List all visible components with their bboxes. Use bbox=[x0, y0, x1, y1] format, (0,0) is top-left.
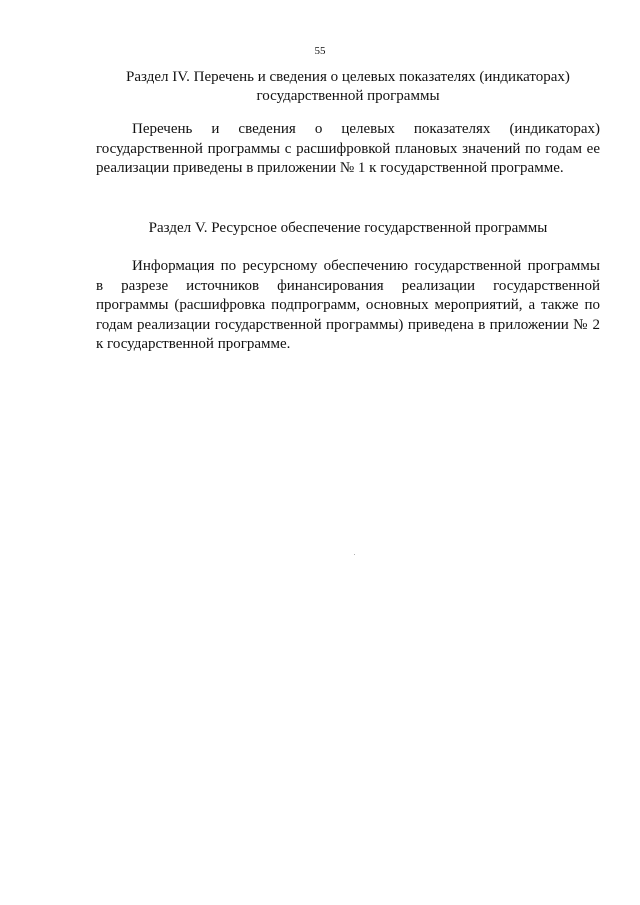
section-4-heading bbox=[96, 68, 600, 106]
section-4-paragraph bbox=[96, 120, 600, 179]
section-5-paragraph-line-5: к государственной программе. bbox=[96, 336, 291, 352]
section-5-paragraph-line-2: в разрезе источников финансирования реализации государственной bbox=[96, 277, 600, 294]
page-number: 55 bbox=[314, 45, 326, 57]
section-5-heading bbox=[96, 219, 600, 238]
section-5-paragraph-line-1: Информация по ресурсному обеспечению государственной программы bbox=[132, 258, 600, 274]
section-5-paragraph bbox=[96, 257, 600, 355]
section-5-paragraph-line-4: годам реализации государственной программы) приведена в приложении № 2 bbox=[96, 316, 600, 333]
section-4-heading-line-2: государственной программы bbox=[256, 88, 440, 104]
section-4-paragraph-line-3: реализации приведены в приложении № 1 к государственной программе. bbox=[96, 160, 564, 176]
scan-speck bbox=[354, 554, 355, 555]
section-5-paragraph-line-3: программы (расшифровка подпрограмм, основных мероприятий, а также по bbox=[96, 297, 600, 313]
section-4-heading-line-1: Раздел IV. Перечень и сведения о целевых показателях (индикаторах) bbox=[126, 69, 570, 85]
section-4-paragraph-line-2: государственной программы с расшифровкой плановых значений по годам ее bbox=[96, 140, 600, 157]
section-4-paragraph-line-1: Перечень и сведения о целевых показателях (индикаторах) bbox=[132, 121, 600, 137]
section-5-heading-line-1: Раздел V. Ресурсное обеспечение государственной программы bbox=[148, 220, 548, 236]
